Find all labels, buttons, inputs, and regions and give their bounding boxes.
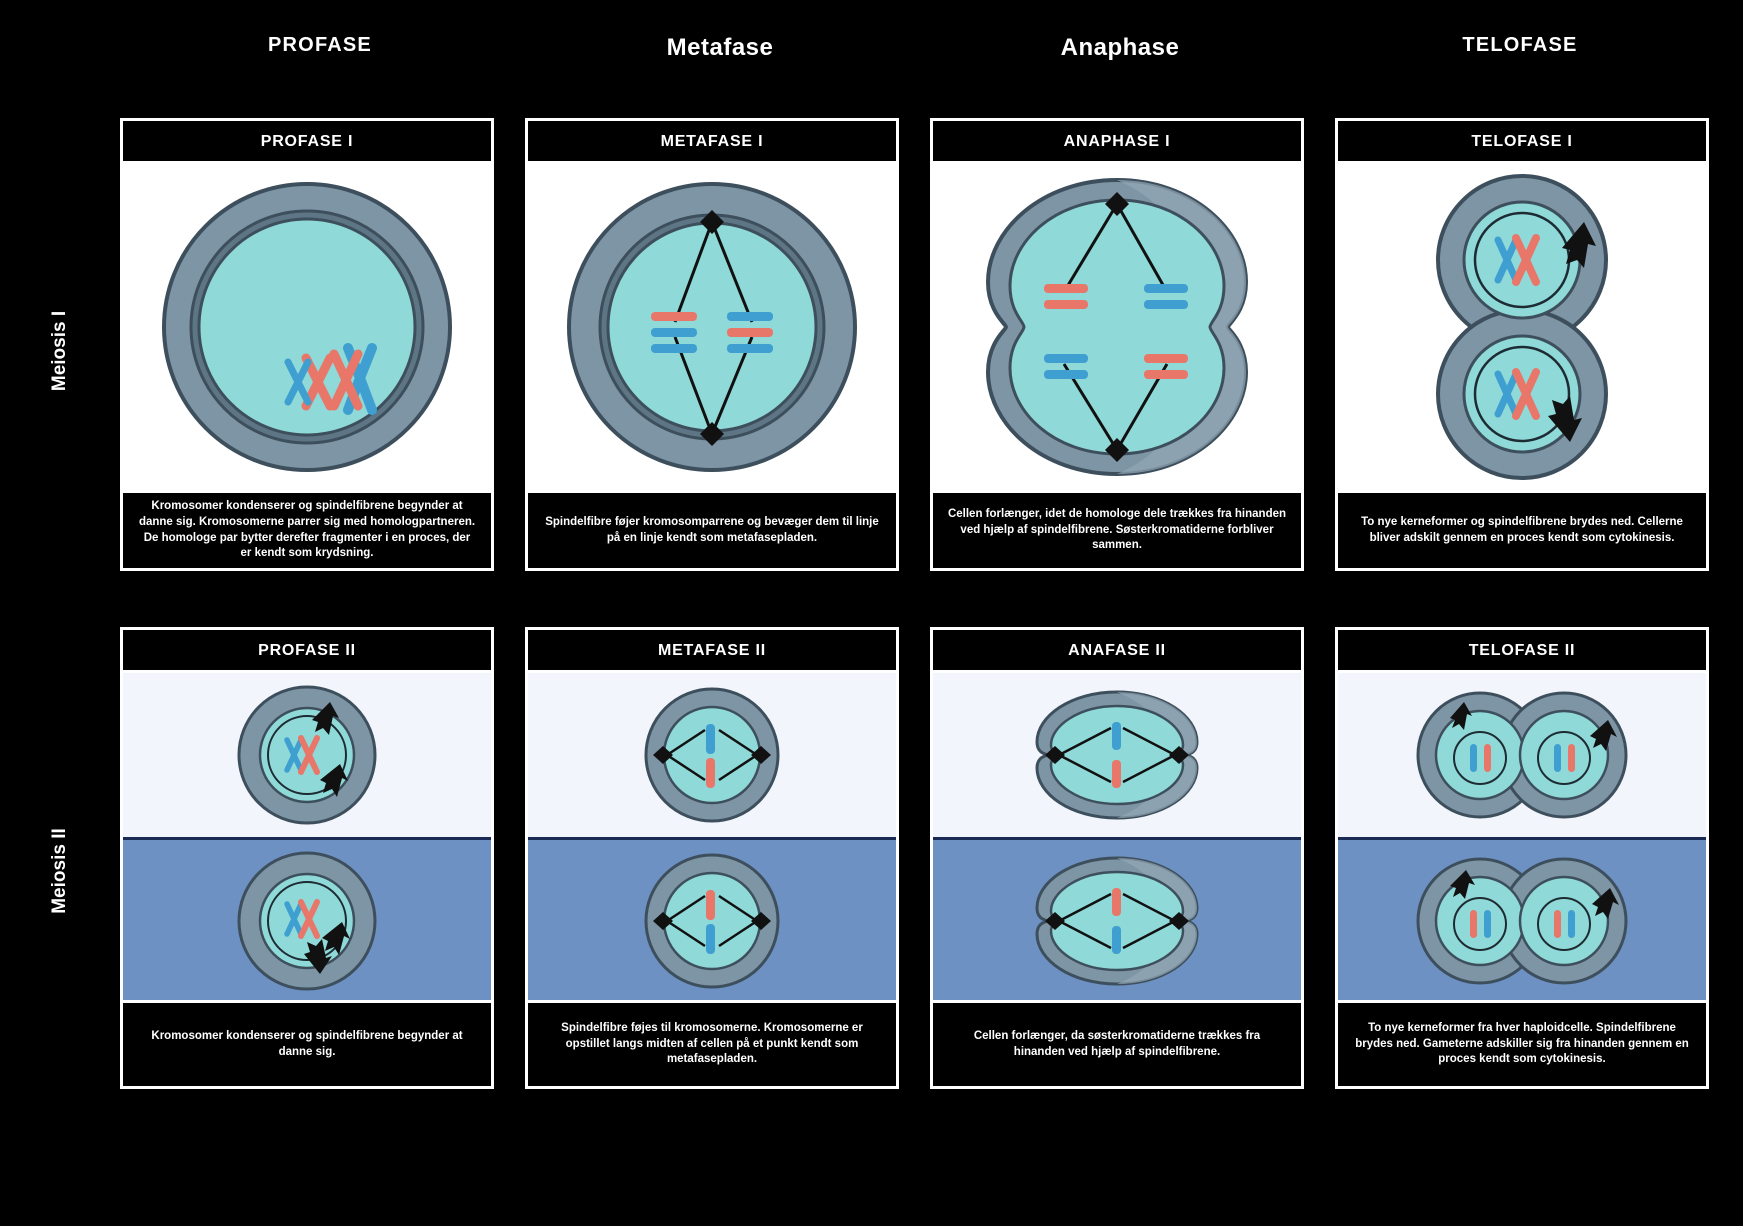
panel-illustration-profase-2 [120, 673, 494, 1003]
panel-title: ANAPHASE I [930, 118, 1304, 164]
daughter-cell-top [123, 673, 491, 837]
panel-row-meiosis-2 [120, 627, 1709, 1089]
column-header-metafase: Metafase [666, 34, 774, 61]
panel-caption: Cellen forlænger, da søsterkromatiderne trækkes fra hinanden ved hjælp af spindelfibrene. [930, 1003, 1304, 1089]
panel-caption: Cellen forlænger, idet de homologe dele trækkes fra hinanden ved hjælp af spindelfibrene. Søsterkromatiderne forbliver sammen. [930, 493, 1304, 571]
daughter-cell-top [528, 673, 896, 837]
panel-title: TELOFASE I [1335, 118, 1709, 164]
panel-grid [120, 118, 1709, 1089]
panel-caption: To nye kerneformer og spindelfibrene brydes ned. Cellerne bliver adskilt gennem en proces kendt som cytokinesis. [1335, 493, 1709, 571]
daughter-cell-top [933, 673, 1301, 837]
panel-illustration-metafase-1 [525, 164, 899, 493]
row-spacer [120, 571, 1709, 627]
daughter-cell-bottom [1338, 837, 1706, 1004]
panel-illustration-profase-1 [120, 164, 494, 493]
panel-caption: Kromosomer kondenserer og spindelfibrene begynder at danne sig. Kromosomerne parrer sig med homologpartneren. De homologe par bytter derefter fragmenter i en proces, der er kendt som krydsning. [120, 493, 494, 571]
column-header-profase: PROFASE [268, 34, 372, 56]
panel-title: PROFASE II [120, 627, 494, 673]
cell-icon [164, 184, 450, 470]
panel-metafase-1[interactable] [525, 118, 899, 571]
panel-caption: Kromosomer kondenserer og spindelfibrene begynder at danne sig. [120, 1003, 494, 1089]
panel-telofase-1[interactable] [1335, 118, 1709, 571]
column-header-row [120, 34, 1720, 82]
panel-illustration-anafase-2 [930, 673, 1304, 1003]
panel-caption: Spindelfibre føjer kromosomparrene og bevæger dem til linje på en linje kendt som metafasepladen. [525, 493, 899, 571]
panel-title: PROFASE I [120, 118, 494, 164]
cell-icon [988, 180, 1246, 474]
panel-illustration-metafase-2 [525, 673, 899, 1003]
panel-title: TELOFASE II [1335, 627, 1709, 673]
daughter-cell-bottom [933, 837, 1301, 1004]
panel-title: METAFASE II [525, 627, 899, 673]
panel-anafase-2[interactable] [930, 627, 1304, 1089]
panel-caption: To nye kerneformer fra hver haploidcelle. Spindelfibrene brydes ned. Gameterne adskiller sig fra hinanden gennem en proces kendt som cytokinesis. [1335, 1003, 1709, 1089]
panel-illustration-anaphase-1 [930, 164, 1304, 493]
daughter-cell-bottom [528, 837, 896, 1004]
panel-title: METAFASE I [525, 118, 899, 164]
panel-profase-2[interactable] [120, 627, 494, 1089]
panel-illustration-telofase-1 [1335, 164, 1709, 493]
panel-illustration-telofase-2 [1335, 673, 1709, 1003]
panel-caption: Spindelfibre føjes til kromosomerne. Kromosomerne er opstillet langs midten af cellen på et punkt kendt som metafasepladen. [525, 1003, 899, 1089]
cell-icon [1438, 176, 1606, 478]
panel-row-meiosis-1 [120, 118, 1709, 571]
column-header-telofase: TELOFASE [1462, 34, 1578, 56]
panel-anaphase-1[interactable] [930, 118, 1304, 571]
panel-title: ANAFASE II [930, 627, 1304, 673]
panel-telofase-2[interactable] [1335, 627, 1709, 1089]
panel-profase-1[interactable] [120, 118, 494, 571]
daughter-cell-top [1338, 673, 1706, 837]
column-header-anaphase: Anaphase [1060, 34, 1180, 61]
daughter-cell-bottom [123, 837, 491, 1004]
row-label-meiosis-1: Meiosis I [49, 310, 70, 392]
panel-metafase-2[interactable] [525, 627, 899, 1089]
row-label-meiosis-2: Meiosis II [49, 828, 70, 914]
